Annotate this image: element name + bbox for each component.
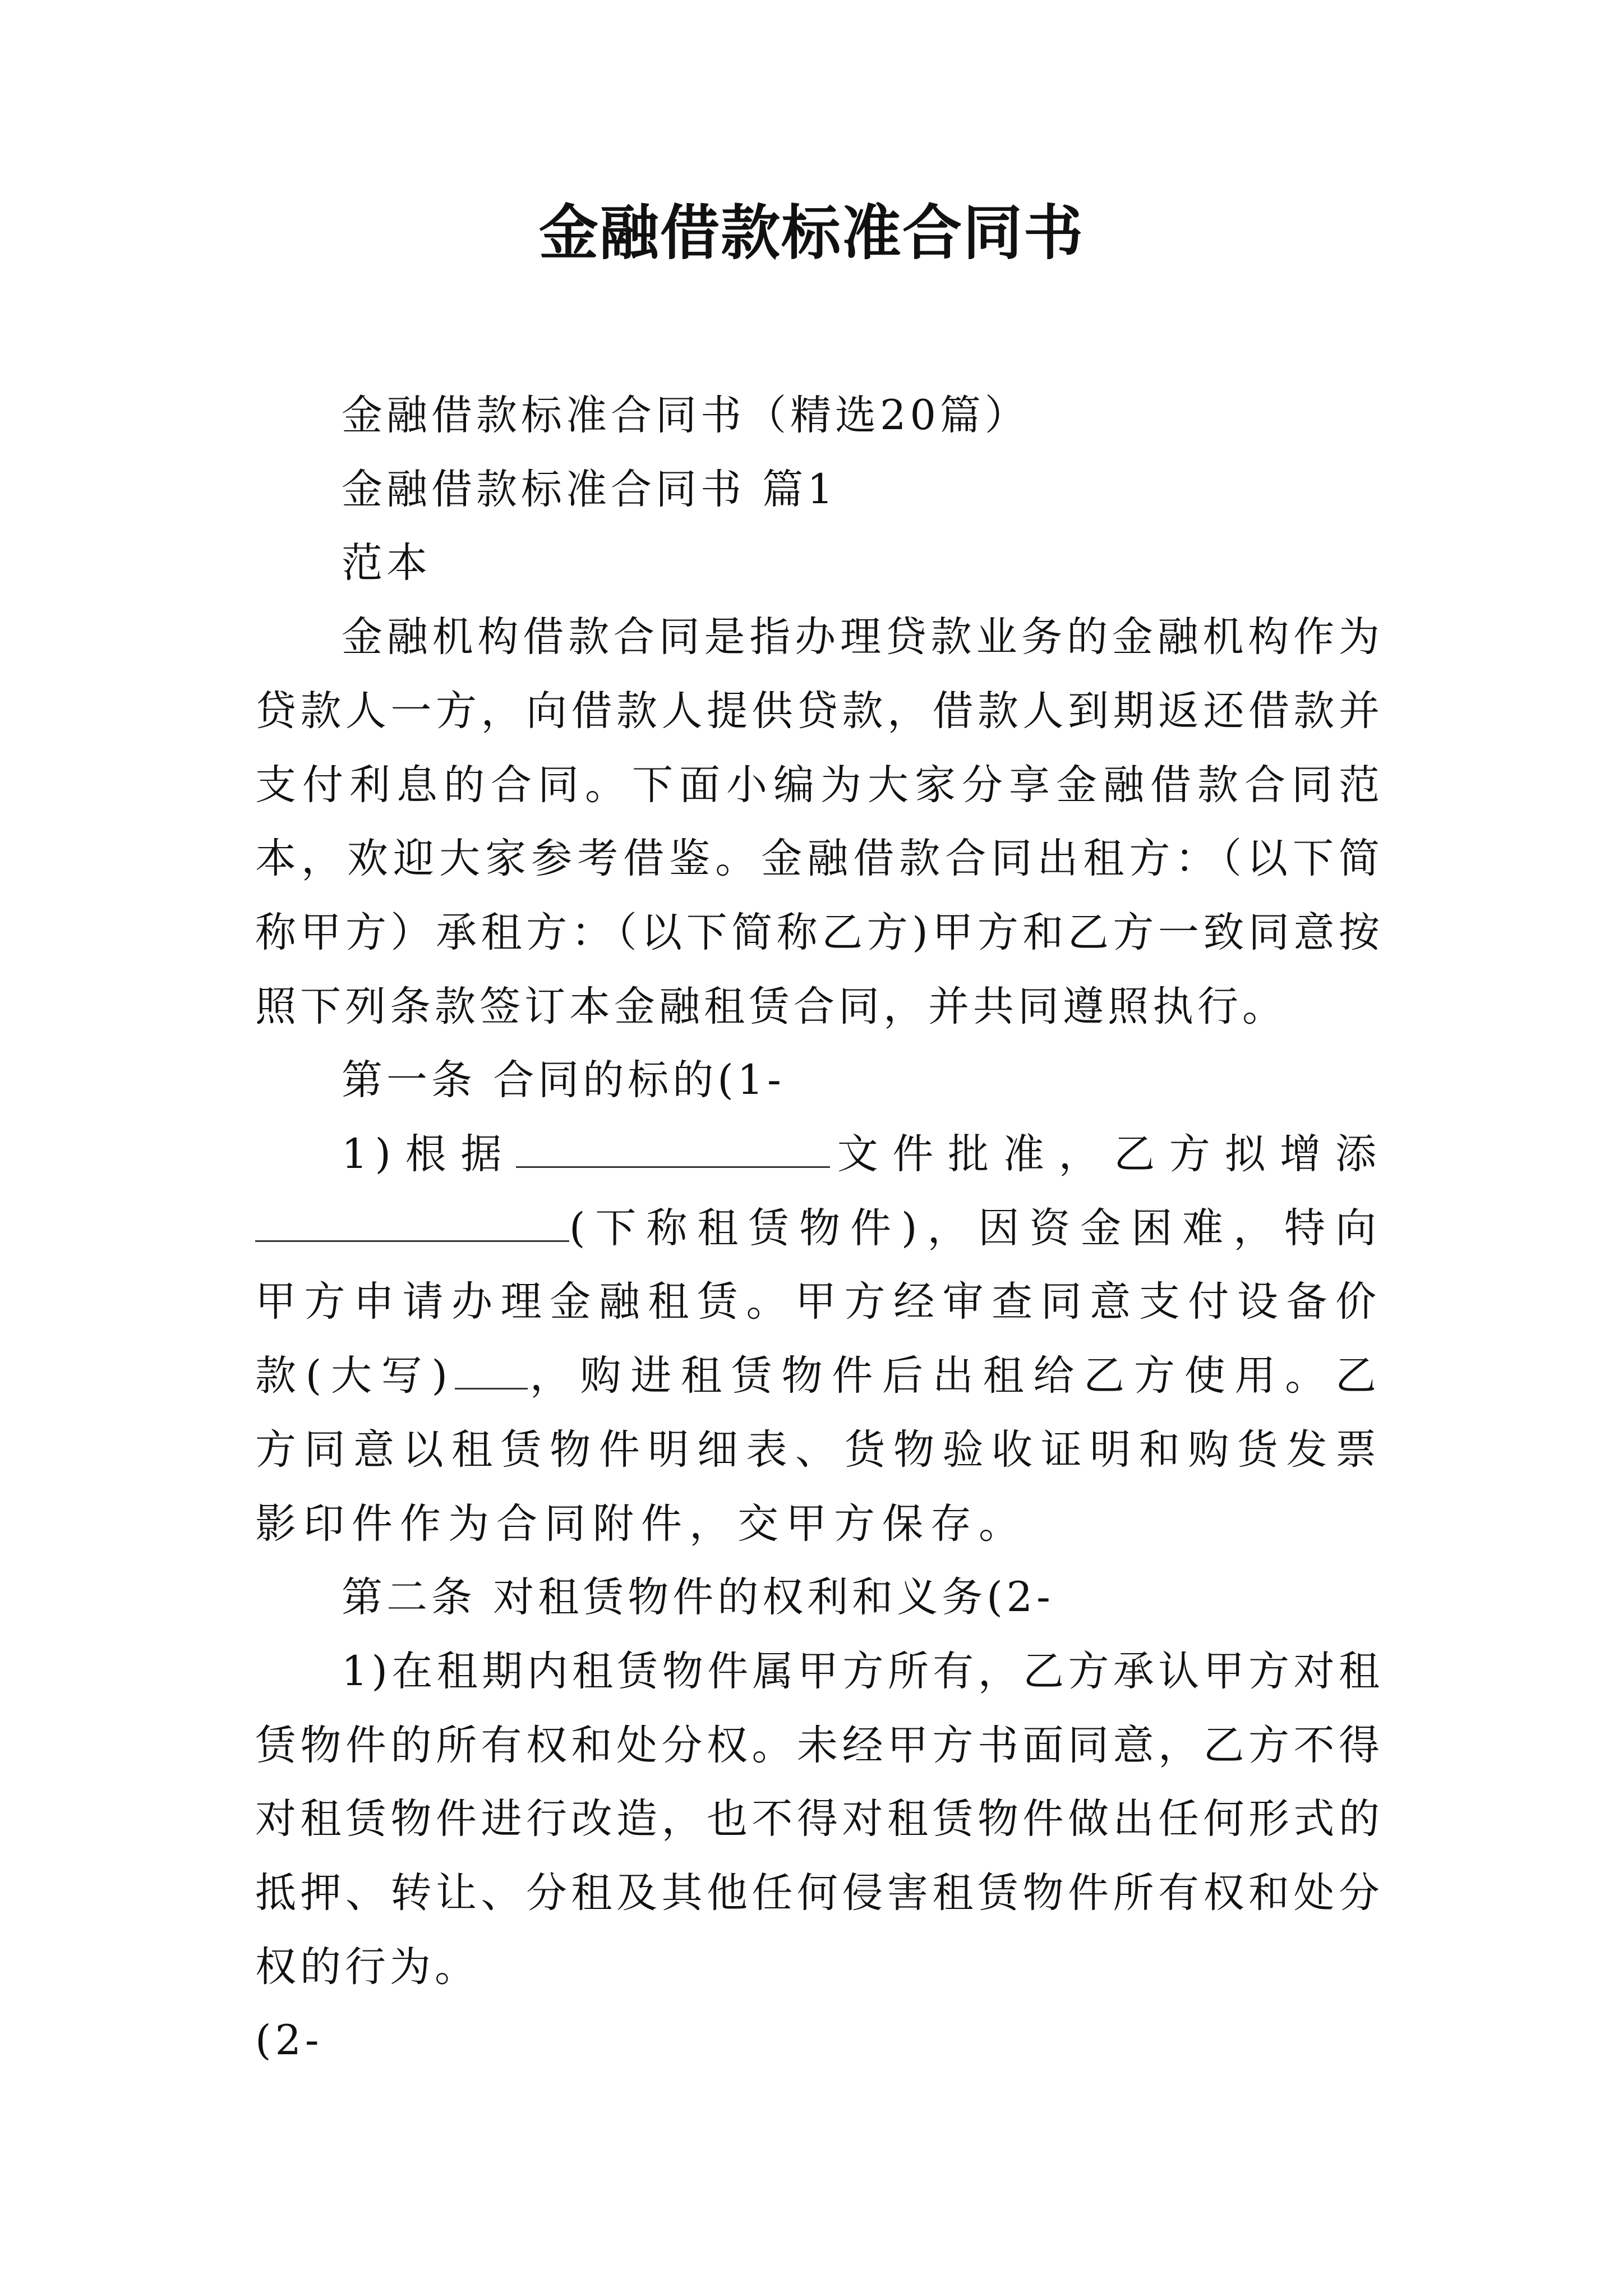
article1-heading: 第一条 合同的标的(1- bbox=[342, 1056, 785, 1105]
article1-clause-text-1: 1)根据 bbox=[342, 1130, 517, 1179]
section-heading: 金融借款标准合同书 篇1 bbox=[342, 465, 837, 513]
sample-label: 范本 bbox=[342, 539, 431, 587]
article1-clause-text-2: 文件批准，乙方拟增添 bbox=[830, 1130, 1384, 1179]
fill-in-blank-equipment bbox=[255, 1204, 569, 1242]
trailing-fragment: (2- bbox=[255, 2017, 323, 2065]
article2-clause-paragraph: 1)在租期内租赁物件属甲方所有，乙方承认甲方对租赁物件的所有权和处分权。未经甲方书面同意，乙方不得对租赁物件进行改造，也不得对租赁物件做出任何形式的抵押、转让、分租及其他任何侵害租赁物件所有权和处分权的行为。 bbox=[255, 1647, 1384, 1991]
article2-heading: 第二条 对租赁物件的权利和义务(2- bbox=[342, 1573, 1054, 1622]
document-title: 金融借款标准合同书 bbox=[539, 197, 1084, 268]
fill-in-blank-amount bbox=[455, 1352, 528, 1389]
document-body bbox=[255, 379, 1384, 2078]
subtitle-paragraph: 金融借款标准合同书（精选20篇） bbox=[342, 392, 1030, 439]
article1-clause-text-4: ，购进租赁物件后出租给乙方使用。乙方同意以租赁物件明细表、货物验收证明和购货发票影印件作为合同附件，交甲方保存。 bbox=[255, 1352, 1384, 1548]
fill-in-blank-document-name bbox=[516, 1130, 830, 1168]
article1-clause-text-3: (下称租赁物件)，因资金困难，特向甲方申请办理金融租赁。甲方经审查同意支付设备价款(大写) bbox=[255, 1204, 1384, 1400]
intro-paragraph: 金融机构借款合同是指办理贷款业务的金融机构作为贷款人一方，向借款人提供贷款，借款人到期返还借款并支付利息的合同。下面小编为大家分享金融借款合同范本，欢迎大家参考借鉴。金融借款合同出租方：（以下简称甲方）承租方：（以下简称乙方)甲方和乙方一致同意按照下列条款签订本金融租赁合同，并共同遵照执行。 bbox=[255, 613, 1384, 1030]
article1-clause-paragraph bbox=[255, 1117, 1384, 1561]
